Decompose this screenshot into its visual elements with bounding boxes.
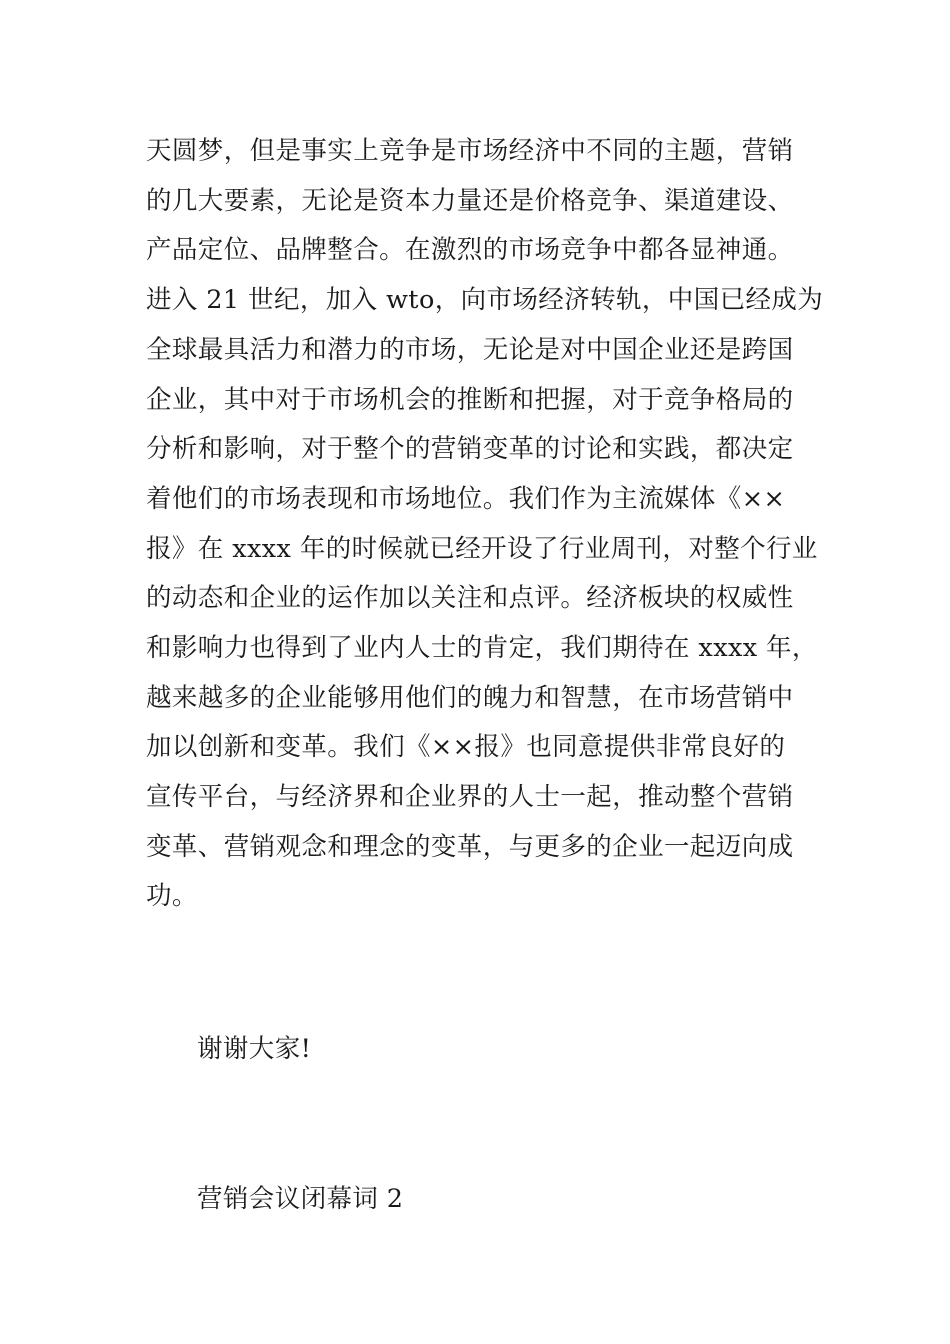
body-line: 天圆梦，但是事实上竞争是市场经济中不同的主题，营销	[146, 136, 794, 166]
body-line: 企业，其中对于市场机会的推断和把握，对于竞争格局的	[146, 385, 794, 415]
thanks-line: 谢谢大家!	[197, 1034, 312, 1064]
body-line: 变革、营销观念和理念的变革，与更多的企业一起迈向成	[146, 832, 794, 862]
body-line: 越来越多的企业能够用他们的魄力和智慧，在市场营销中	[146, 683, 794, 713]
body-line: 产品定位、品牌整合。在激烈的市场竞争中都各显神通。	[146, 235, 794, 265]
body-line: 的动态和企业的运作加以关注和点评。经济板块的权威性	[146, 583, 794, 613]
body-line: 和影响力也得到了业内人士的肯定，我们期待在 xxxx 年，	[146, 633, 818, 663]
body-line: 报》在 xxxx 年的时候就已经开设了行业周刊，对整个行业	[146, 534, 818, 564]
body-line: 宣传平台，与经济界和企业界的人士一起，推动整个营销	[146, 782, 794, 812]
body-line: 分析和影响，对于整个的营销变革的讨论和实践，都决定	[146, 434, 794, 464]
body-line: 着他们的市场表现和市场地位。我们作为主流媒体《××	[146, 484, 786, 514]
body-line: 进入 21 世纪，加入 wto，向市场经济转轨，中国已经成为	[146, 285, 824, 315]
body-line: 的几大要素，无论是资本力量还是价格竞争、渠道建设、	[146, 186, 794, 216]
next-section-title: 营销会议闭幕词 2	[197, 1184, 404, 1214]
body-line: 全球最具活力和潜力的市场，无论是对中国企业还是跨国	[146, 335, 794, 365]
body-line: 功。	[146, 881, 198, 911]
body-line: 加以创新和变革。我们《××报》也同意提供非常良好的	[146, 732, 786, 762]
